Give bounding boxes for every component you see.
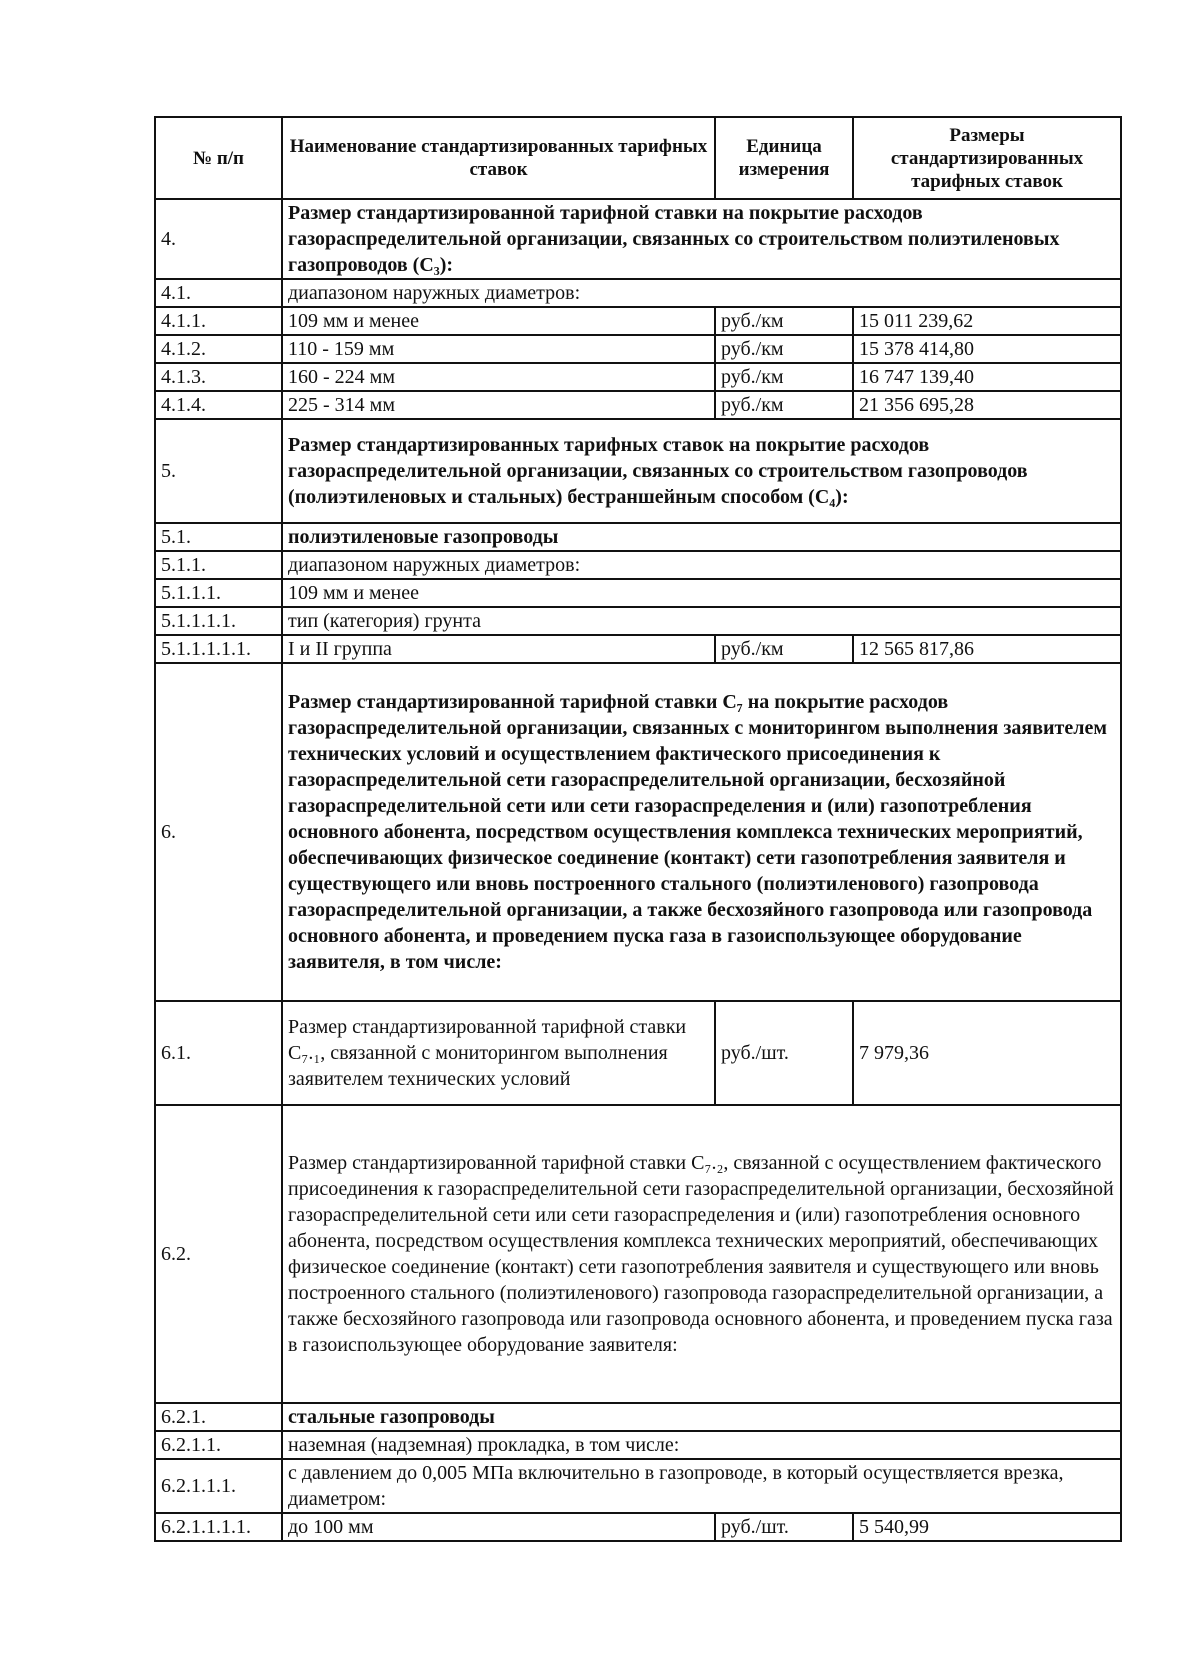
row-value: 12 565 817,86 — [853, 635, 1121, 663]
row-number: 4. — [155, 199, 282, 279]
row-name: с давлением до 0,005 МПа включительно в газопроводе, в который осуществляется врезка, диаметром: — [282, 1459, 1121, 1513]
table-row — [155, 279, 1121, 307]
table-row — [155, 663, 1121, 1001]
row-number: 6.2.1.1. — [155, 1431, 282, 1459]
row-name: Размер стандартизированной тарифной ставки на покрытие расходов газораспределительной организации, связанных со строительством полиэтиленовых газопроводов (С₃): — [282, 199, 1121, 279]
row-number: 5.1. — [155, 523, 282, 551]
row-unit: руб./км — [715, 391, 853, 419]
row-number: 6.2. — [155, 1105, 282, 1403]
row-name: 225 - 314 мм — [282, 391, 715, 419]
table-row — [155, 335, 1121, 363]
row-number: 4.1.2. — [155, 335, 282, 363]
row-name: Размер стандартизированной тарифной ставки С₇.₁, связанной с мониторингом выполнения заявителем технических условий — [282, 1001, 715, 1105]
row-number: 5.1.1.1.1. — [155, 607, 282, 635]
row-name: 110 - 159 мм — [282, 335, 715, 363]
row-name: Размер стандартизированной тарифной ставки С₇.₂, связанной с осуществлением фактического присоединения к газораспределительной сети газораспределительной организации, бесхозяйной газораспределительной сети или сети газораспределения и (или) газопотребления основного абонента, посредством осуществления комплекса технических мероприятий, обеспечивающих физическое соединение (контакт) сети газопотребления заявителя и существующего или вновь построенного стального (полиэтиленового) газопровода газораспределительной организации, а также бесхозяйного газопровода или газопровода основного абонента, и проведением пуска газа в газоиспользующее оборудование заявителя: — [282, 1105, 1121, 1403]
table-row — [155, 1001, 1121, 1105]
row-name: до 100 мм — [282, 1513, 715, 1541]
row-unit: руб./шт. — [715, 1513, 853, 1541]
row-number: 6.2.1.1.1.1. — [155, 1513, 282, 1541]
table-row — [155, 199, 1121, 279]
header-size: Размеры стандартизированных тарифных ставок — [853, 117, 1121, 199]
row-name: 109 мм и менее — [282, 307, 715, 335]
table-body — [155, 199, 1121, 1541]
row-name: Размер стандартизированной тарифной ставки С₇ на покрытие расходов газораспределительной организации, связанных с мониторингом выполнения заявителем технических условий и осуществлением фактического присоединения к газораспределительной сети газораспределительной организации, бесхозяйной газораспределительной сети или сети газораспределения и (или) газопотребления основного абонента, посредством осуществления комплекса технических мероприятий, обеспечивающих физическое соединение (контакт) сети газопотребления заявителя и существующего или вновь построенного стального (полиэтиленового) газопровода газораспределительной организации, а также бесхозяйного газопровода или газопровода основного абонента, и проведением пуска газа в газоиспользующее оборудование заявителя, в том числе: — [282, 663, 1121, 1001]
table-row — [155, 1513, 1121, 1541]
row-number: 5.1.1. — [155, 551, 282, 579]
row-number: 4.1.3. — [155, 363, 282, 391]
row-name: I и II группа — [282, 635, 715, 663]
header-name: Наименование стандартизированных тарифных ставок — [282, 117, 715, 199]
row-number: 6. — [155, 663, 282, 1001]
tariff-table — [154, 116, 1122, 1542]
header-num: № п/п — [155, 117, 282, 199]
table-header-row — [155, 117, 1121, 199]
row-number: 5.1.1.1.1.1. — [155, 635, 282, 663]
row-unit: руб./км — [715, 635, 853, 663]
table-row — [155, 523, 1121, 551]
row-number: 4.1.1. — [155, 307, 282, 335]
table-row — [155, 635, 1121, 663]
row-number: 6.2.1. — [155, 1403, 282, 1431]
table-row — [155, 579, 1121, 607]
row-name: диапазоном наружных диаметров: — [282, 551, 1121, 579]
table-row — [155, 307, 1121, 335]
row-name: наземная (надземная) прокладка, в том числе: — [282, 1431, 1121, 1459]
row-number: 4.1.4. — [155, 391, 282, 419]
table-row — [155, 363, 1121, 391]
row-name: 160 - 224 мм — [282, 363, 715, 391]
row-value: 7 979,36 — [853, 1001, 1121, 1105]
row-number: 6.1. — [155, 1001, 282, 1105]
row-value: 21 356 695,28 — [853, 391, 1121, 419]
row-unit: руб./км — [715, 363, 853, 391]
row-name: стальные газопроводы — [282, 1403, 1121, 1431]
row-unit: руб./шт. — [715, 1001, 853, 1105]
row-number: 4.1. — [155, 279, 282, 307]
row-unit: руб./км — [715, 307, 853, 335]
row-value: 5 540,99 — [853, 1513, 1121, 1541]
row-name: диапазоном наружных диаметров: — [282, 279, 1121, 307]
header-unit: Единица измерения — [715, 117, 853, 199]
table-row — [155, 419, 1121, 523]
table-row — [155, 1105, 1121, 1403]
row-name: Размер стандартизированных тарифных ставок на покрытие расходов газораспределительной организации, связанных со строительством газопроводов (полиэтиленовых и стальных) бестраншейным способом (С₄): — [282, 419, 1121, 523]
row-unit: руб./км — [715, 335, 853, 363]
row-value: 16 747 139,40 — [853, 363, 1121, 391]
table-row — [155, 391, 1121, 419]
row-number: 6.2.1.1.1. — [155, 1459, 282, 1513]
table-row — [155, 1431, 1121, 1459]
row-name: полиэтиленовые газопроводы — [282, 523, 1121, 551]
row-value: 15 011 239,62 — [853, 307, 1121, 335]
table-row — [155, 607, 1121, 635]
table-row — [155, 1403, 1121, 1431]
table-row — [155, 551, 1121, 579]
row-number: 5. — [155, 419, 282, 523]
table-row — [155, 1459, 1121, 1513]
row-number: 5.1.1.1. — [155, 579, 282, 607]
row-value: 15 378 414,80 — [853, 335, 1121, 363]
row-name: тип (категория) грунта — [282, 607, 1121, 635]
row-name: 109 мм и менее — [282, 579, 1121, 607]
